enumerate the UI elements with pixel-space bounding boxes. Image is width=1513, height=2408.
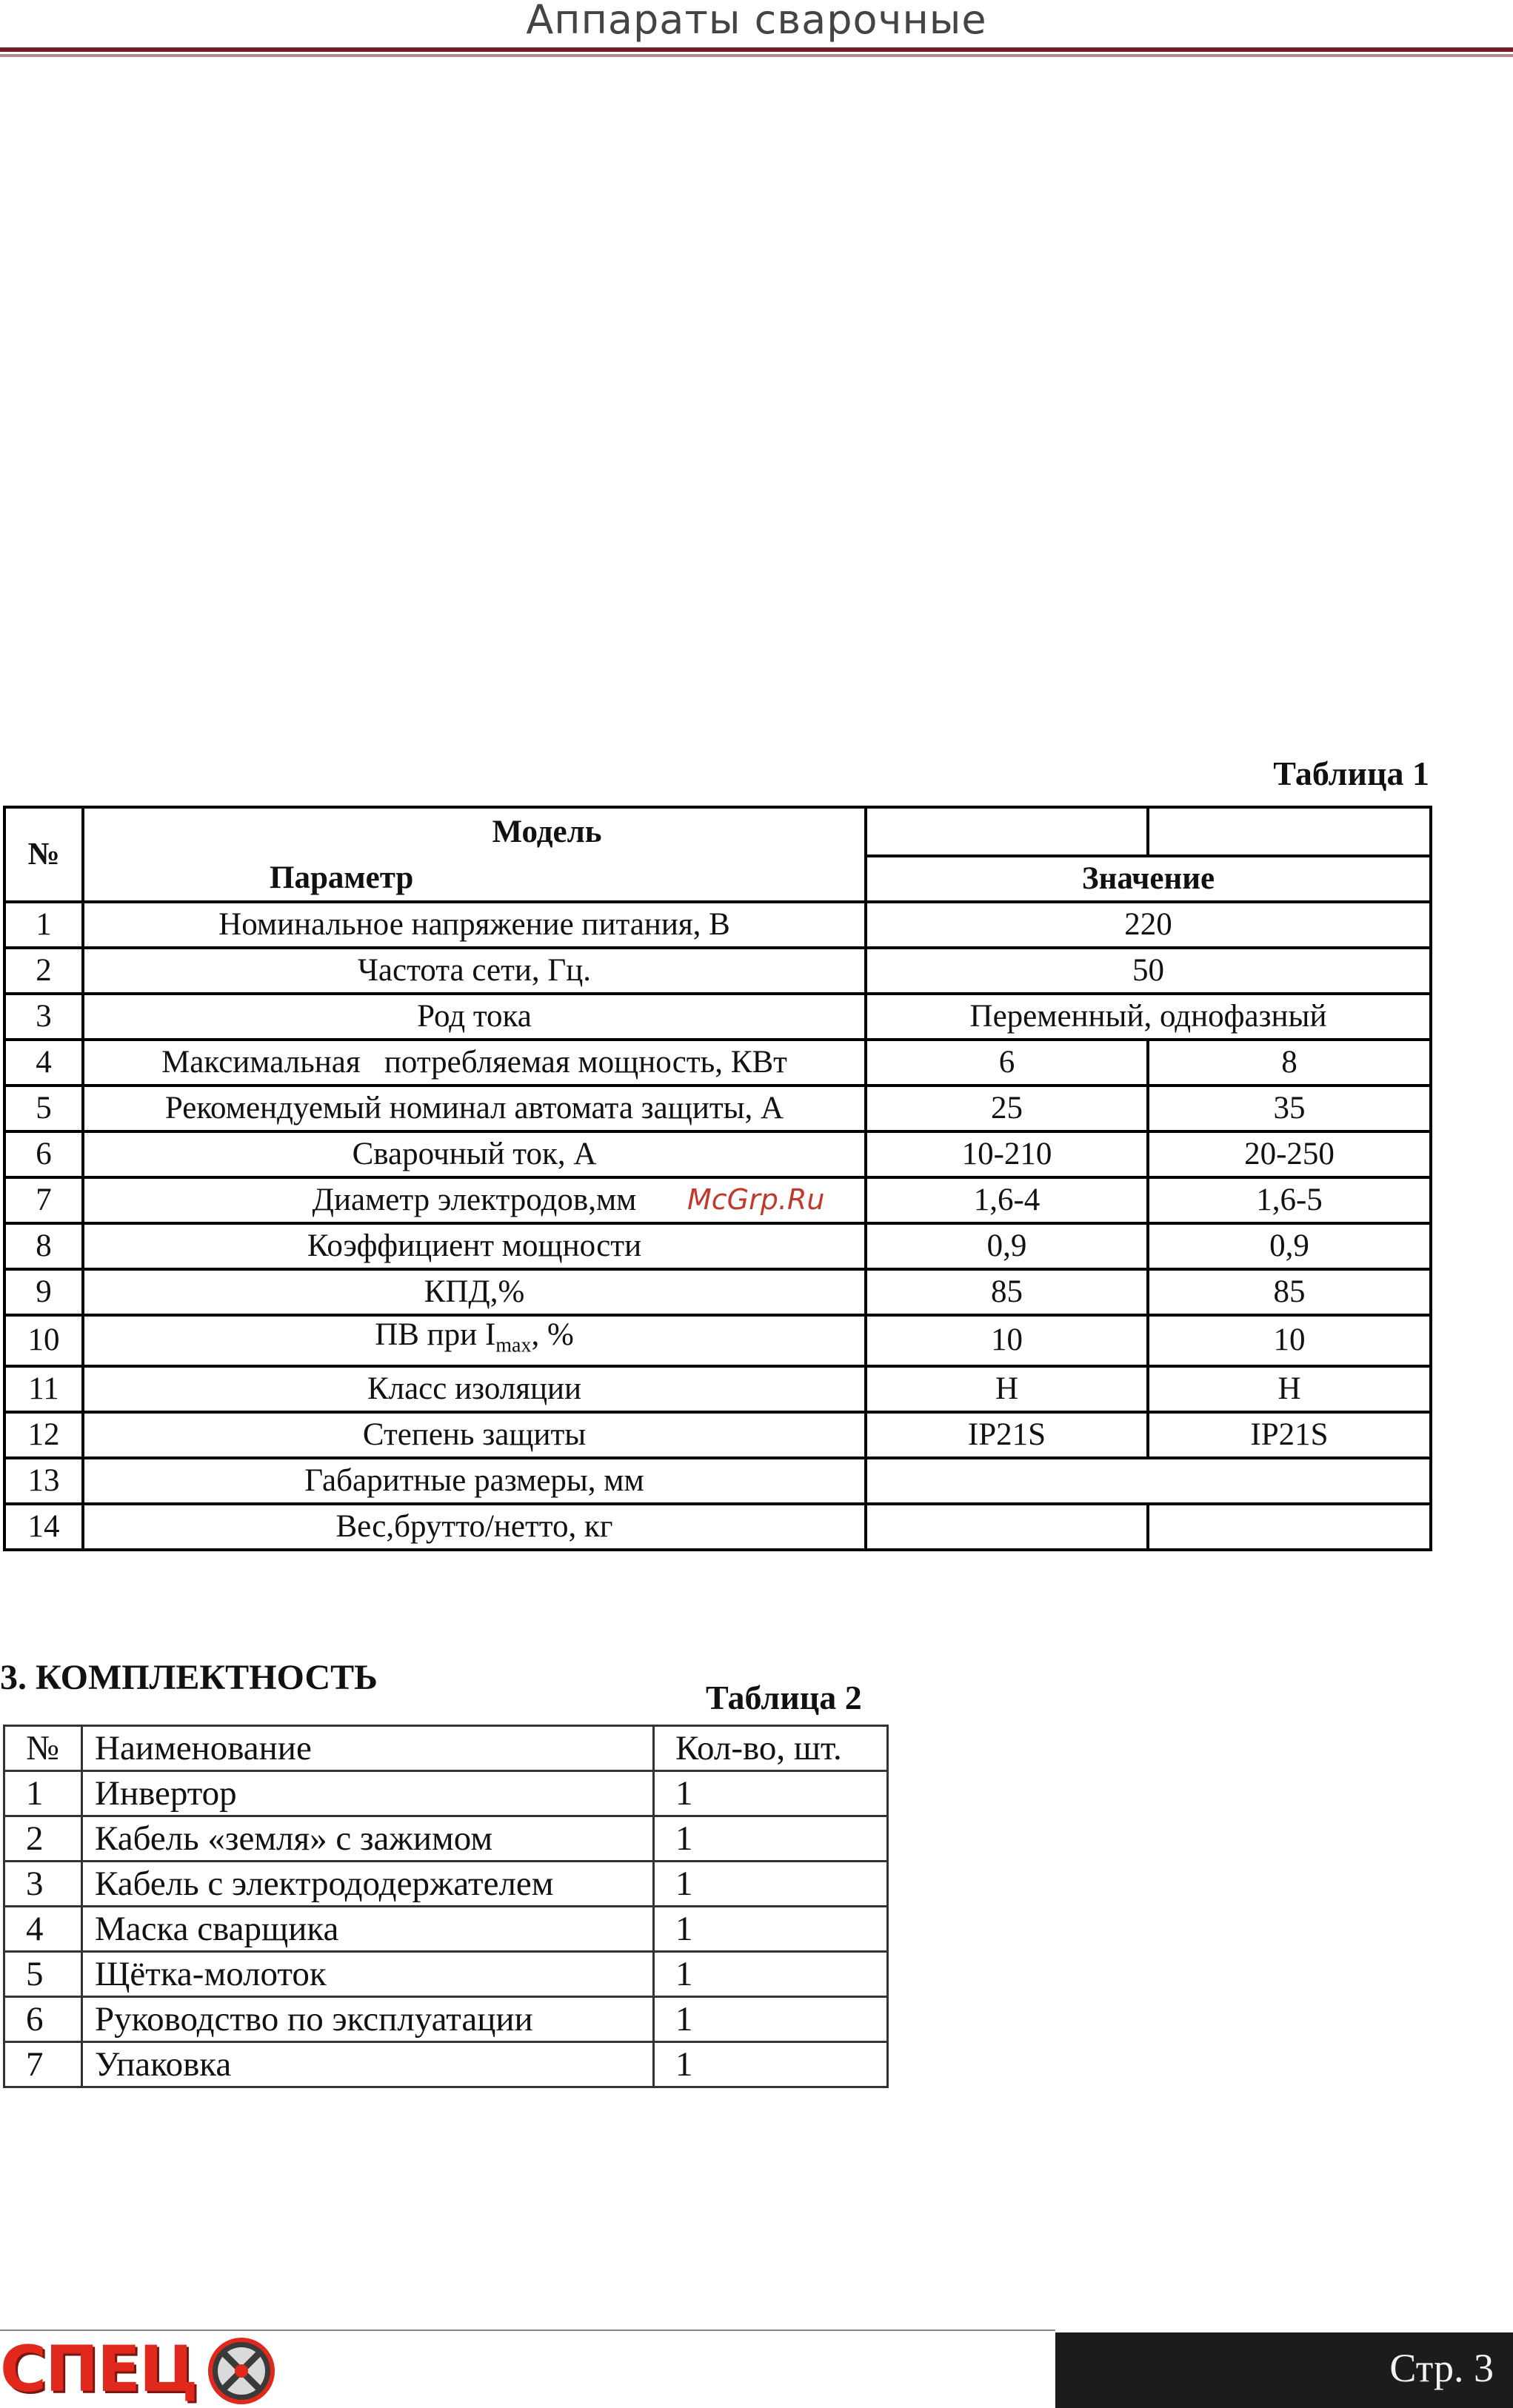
- row-param: Коэффициент мощности: [83, 1223, 866, 1269]
- row-num: 12: [4, 1412, 83, 1458]
- table-row: [4, 1862, 888, 1907]
- row-qty: 1: [654, 1816, 888, 1862]
- table-row: [4, 1907, 888, 1952]
- table-row: [4, 1412, 1431, 1458]
- row-num: 1: [4, 1771, 82, 1816]
- row-value: Переменный, однофазный: [866, 994, 1431, 1040]
- row-value-model-1: 0,9: [866, 1223, 1148, 1269]
- table-row: [4, 902, 1431, 948]
- row-param-subscript: max: [495, 1334, 532, 1357]
- row-value-model-1: Н: [866, 1366, 1148, 1412]
- row-num: 3: [4, 994, 83, 1040]
- row-num: 14: [4, 1504, 83, 1550]
- row-num: 11: [4, 1366, 83, 1412]
- row-param: Класс изоляции: [83, 1366, 866, 1412]
- row-num: 10: [4, 1315, 83, 1366]
- row-num: 8: [4, 1223, 83, 1269]
- row-value: 220: [866, 902, 1431, 948]
- table1-header-param: Параметр: [83, 856, 866, 902]
- row-value-model-2: 1,6-5: [1148, 1177, 1431, 1223]
- row-param: Номинальное напряжение питания, В: [83, 902, 866, 948]
- table-row: [4, 1366, 1431, 1412]
- row-value-model-1: [866, 1504, 1148, 1550]
- row-num: 13: [4, 1458, 83, 1504]
- row-value: 50: [866, 948, 1431, 994]
- watermark: McGrp.Ru: [687, 1183, 825, 1216]
- row-param: КПД,%: [83, 1269, 866, 1315]
- row-value-model-1: 25: [866, 1086, 1148, 1131]
- table-row: [4, 1816, 888, 1862]
- row-value-model-2: [1148, 1504, 1431, 1550]
- table1-header-value: Значение: [866, 856, 1431, 902]
- table-row: [4, 1131, 1431, 1177]
- table2-header-qty: Кол-во, шт.: [654, 1726, 888, 1771]
- row-qty: 1: [654, 1862, 888, 1907]
- row-param: [83, 1315, 866, 1366]
- specifications-table: [3, 806, 1432, 1551]
- table2-header-row: [4, 1726, 888, 1771]
- row-qty: 1: [654, 1907, 888, 1952]
- header-rule: [0, 47, 1513, 52]
- row-param: Сварочный ток, А: [83, 1131, 866, 1177]
- row-num: 7: [4, 2042, 82, 2087]
- wrench-icon: [207, 2337, 275, 2405]
- row-param: Максимальная потребляемая мощность, КВт: [83, 1040, 866, 1086]
- row-num: 7: [4, 1177, 83, 1223]
- row-param-text: ПВ при I: [375, 1317, 496, 1352]
- table2-header-num: №: [4, 1726, 82, 1771]
- row-num: 5: [4, 1952, 82, 1997]
- row-param: Степень защиты: [83, 1412, 866, 1458]
- row-qty: 1: [654, 1952, 888, 1997]
- table-row: [4, 1315, 1431, 1366]
- section-title: 3. КОМПЛЕКТНОСТЬ: [0, 1658, 378, 1697]
- brand-logo: [0, 2332, 281, 2407]
- row-value-model-2: Н: [1148, 1366, 1431, 1412]
- table-row: [4, 1269, 1431, 1315]
- table-row: [4, 994, 1431, 1040]
- row-value-model-2: 0,9: [1148, 1223, 1431, 1269]
- row-num: 1: [4, 902, 83, 948]
- row-name: Упаковка: [82, 2042, 654, 2087]
- row-param: Вес,брутто/нетто, кг: [83, 1504, 866, 1550]
- header-rule-light: [0, 54, 1513, 57]
- row-qty: 1: [654, 2042, 888, 2087]
- row-name: Кабель «земля» с зажимом: [82, 1816, 654, 1862]
- table-row: [4, 1771, 888, 1816]
- page-number-box: [1055, 2332, 1513, 2408]
- row-value-model-1: 85: [866, 1269, 1148, 1315]
- row-param: Рекомендуемый номинал автомата защиты, А: [83, 1086, 866, 1131]
- row-value-model-2: 85: [1148, 1269, 1431, 1315]
- table2-caption: Таблица 2: [706, 1679, 862, 1716]
- row-value: [866, 1458, 1431, 1504]
- row-param: Род тока: [83, 994, 866, 1040]
- row-param: Габаритные размеры, мм: [83, 1458, 866, 1504]
- row-qty: 1: [654, 1771, 888, 1816]
- row-num: 5: [4, 1086, 83, 1131]
- row-name: Щётка-молоток: [82, 1952, 654, 1997]
- table-row: [4, 1040, 1431, 1086]
- row-param: Диаметр электродов,мм: [83, 1177, 866, 1223]
- row-param-unit: , %: [531, 1317, 574, 1352]
- row-value-model-1: 10-210: [866, 1131, 1148, 1177]
- table-row: [4, 1952, 888, 1997]
- table1-header-row: [4, 807, 1431, 856]
- row-value-model-1: 6: [866, 1040, 1148, 1086]
- row-param: Частота сети, Гц.: [83, 948, 866, 994]
- table-row: [4, 1458, 1431, 1504]
- row-num: 4: [4, 1907, 82, 1952]
- row-name: Маска сварщика: [82, 1907, 654, 1952]
- table-row: [4, 1223, 1431, 1269]
- row-value-model-1: IP21S: [866, 1412, 1148, 1458]
- row-name: Руководство по эксплуатации: [82, 1997, 654, 2042]
- row-num: 6: [4, 1131, 83, 1177]
- table-row: [4, 1504, 1431, 1550]
- table1-header-row: [4, 856, 1431, 902]
- row-num: 2: [4, 948, 83, 994]
- row-num: 4: [4, 1040, 83, 1086]
- table1-model-cell-2: [1148, 807, 1431, 856]
- page-header-title: Аппараты сварочные: [526, 0, 987, 43]
- row-qty: 1: [654, 1997, 888, 2042]
- table1-caption: Таблица 1: [1273, 755, 1429, 792]
- brand-logo-text: СПЕЦ: [0, 2332, 197, 2407]
- row-value-model-2: 35: [1148, 1086, 1431, 1131]
- row-num: 9: [4, 1269, 83, 1315]
- footer-rule: [0, 2330, 1055, 2331]
- page-number: Стр. 3: [1389, 2346, 1494, 2390]
- row-num: 3: [4, 1862, 82, 1907]
- row-value-model-1: 1,6-4: [866, 1177, 1148, 1223]
- row-name: Инвертор: [82, 1771, 654, 1816]
- row-name: Кабель с электрододержателем: [82, 1862, 654, 1907]
- table1-model-cell-1: [866, 807, 1148, 856]
- row-value-model-2: IP21S: [1148, 1412, 1431, 1458]
- table-row: [4, 2042, 888, 2087]
- row-num: 6: [4, 1997, 82, 2042]
- table-row: [4, 1086, 1431, 1131]
- package-contents-table: [3, 1725, 889, 2088]
- table1-header-num: №: [4, 807, 83, 902]
- table1-header-model: Модель: [83, 807, 866, 856]
- row-value-model-2: 20-250: [1148, 1131, 1431, 1177]
- table-row: [4, 948, 1431, 994]
- table-row: [4, 1997, 888, 2042]
- table2-header-name: Наименование: [82, 1726, 654, 1771]
- row-value-model-2: 8: [1148, 1040, 1431, 1086]
- row-num: 2: [4, 1816, 82, 1862]
- row-value-model-1: 10: [866, 1315, 1148, 1366]
- row-value-model-2: 10: [1148, 1315, 1431, 1366]
